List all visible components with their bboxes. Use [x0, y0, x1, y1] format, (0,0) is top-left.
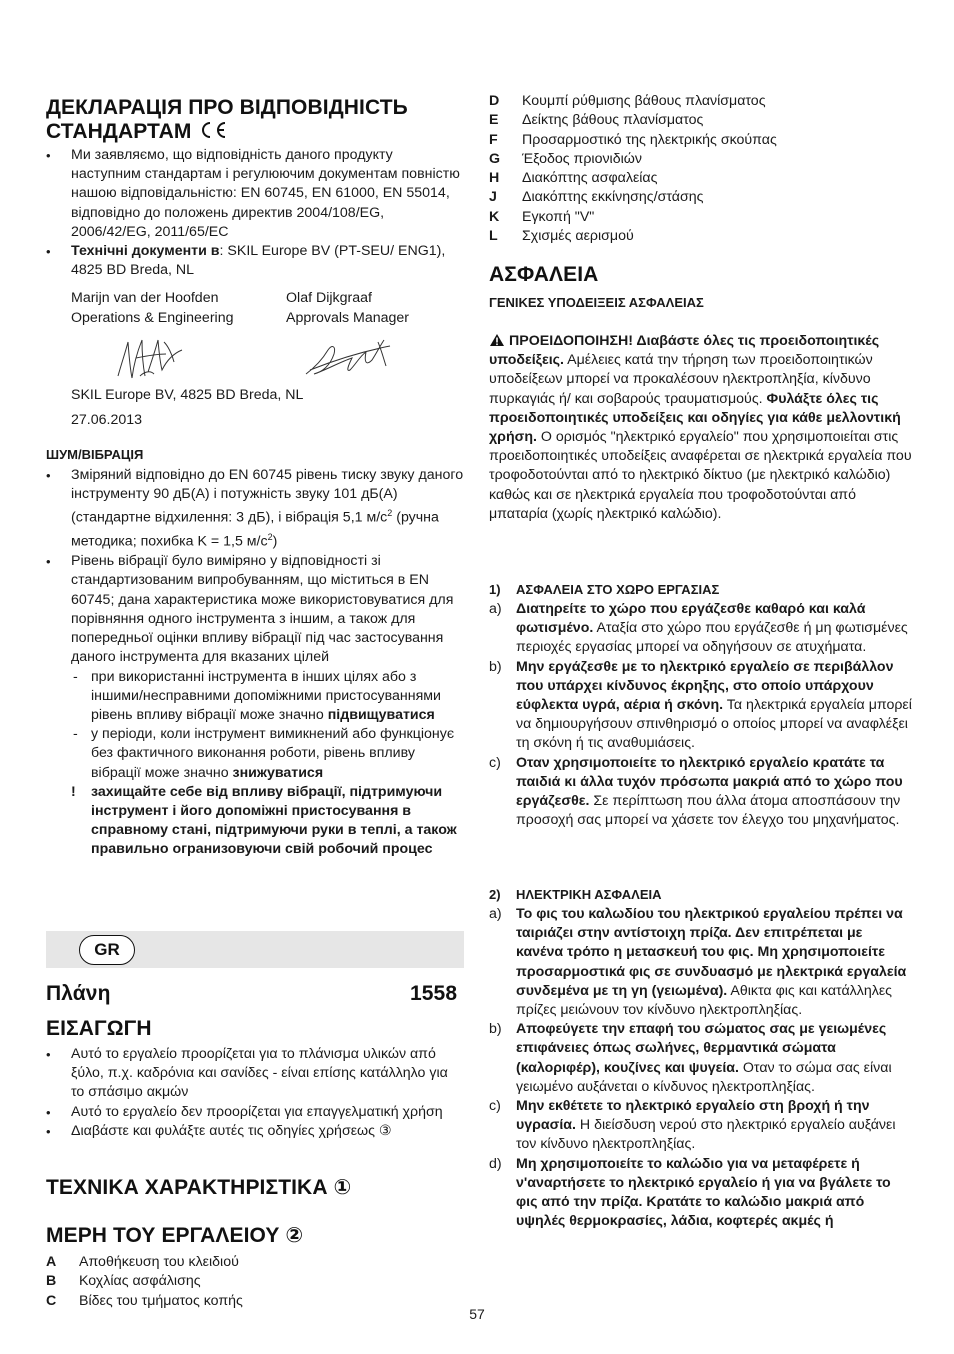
safety-item-explanation: Τα ηλεκτρικά εργαλεία μπορεί να δημιουργήσουν σπινθηρισμό ο οποίος μπορεί να αναφλέξει τη σκόνη ή τις αναθυμιάσεις. — [516, 697, 912, 752]
safety-item-letter: a) — [489, 601, 502, 617]
part-label: Έξοδος πριονιδιών — [522, 150, 642, 167]
ce-mark-icon — [199, 120, 229, 140]
safety-item — [489, 1020, 913, 1097]
list-item: • Διαβάστε και φυλάξτε αυτές τις οδηγίες χρήσεως ③ — [46, 1122, 464, 1141]
part-label: Βίδες του τμήματος κοπής — [79, 1292, 243, 1309]
electrical-safety-list — [489, 905, 913, 1231]
part-key: D — [489, 93, 500, 109]
list-item: • Рівень вібрації було виміряно у відповідності зі стандартизованим випробуванням, що міститься в EN 60745; дана характеристика може використовуватися для порівняння одного інструмента з іншим, а також для попередньої оцінки впливу вібрації під час застосування даного інструмента для вказаних цілей - при використанні інструмента в інших цілях або з іншими/несправними допоміжними пристосуваннями рівень впливу вібрації може значно підвищуватися - у періоди, коли інструмент вимикнений або функціонує без фактичного виконання роботи, рівень впливу вібрації може значно знижуватися ! захищайте себе від впливу вібрації, підтримуючи інструмент і його допоміжні пристосування в справному стані, підтримуючи руки в теплі, а також правильно огранизовуючи свій робочий процес — [46, 552, 464, 859]
parts-title: ΜΕΡΗ ΤΟΥ ΕΡΓΑΛΕΙΟΥ ② — [46, 1224, 304, 1247]
part-item — [46, 1253, 464, 1272]
part-key: B — [46, 1273, 57, 1290]
product-number: 1558 — [410, 982, 458, 1005]
warning-paragraph: ΠΡΟΕΙΔΟΠΟΙΗΣΗ! Διαβάστε όλες τις προειδοποιητικές υποδείξεις. Αμέλειες κατά την τήρηση των προειδοποιητικών υποδείξεων μπορεί να προκαλέσουν ηλεκτροπληξία, κίνδυνο πυρκαγιάς ή/ και σοβαρούς τραυματισμούς. Φυλάξτε όλες τις προειδοποιητικές υποδείξεις και οδηγίες για κάθε μελλοντική χρήση. Ο ορισμός "ηλεκτρικό εργαλείο" που χρησιμοποιείται στις προειδοποιητικές υποδείξεις αναφέρεται σε ηλεκτρικά εργαλεία που τροφοδοτούνται από το ηλεκτρικό δίκτυο (με ηλεκτρικό καλώδιο) καθώς και σε ηλεκτρικά εργαλεία που τροφοδοτούνται από μπαταρία (χωρίς ηλεκτρικό καλώδιο). — [489, 333, 912, 522]
safety-item — [489, 905, 913, 1020]
part-label: Σχισμές αερισμού — [522, 228, 634, 245]
part-key: A — [46, 1254, 57, 1270]
signature-1-image — [112, 332, 192, 384]
vibration-sublist — [71, 668, 464, 783]
list-item: • Αυτό το εργαλείο προορίζεται για το πλάνισμα υλικών από ξύλο, π.χ. καδρόνια και σανίδες - είναι επίσης κατάλληλο για το σπάσιμο ακμών — [46, 1045, 464, 1103]
part-key: F — [489, 131, 498, 148]
safety-item-rule: Μην εργάζεσθε με το ηλεκτρικό εργαλείο σε περιβάλλον που υπάρχει κίνδυνος έκρηξης, στο οποίο υπάρχουν εύφλεκτα υγρά, αέρια ή σκόνη. — [516, 658, 894, 714]
safety-item-explanation: Οταν το σώμα σας είναι γειωμένο αυξάνεται ο κίνδυνος ηλεκτροπληξίας. — [516, 1059, 892, 1095]
signatory-2-role: Approvals Manager — [286, 310, 410, 326]
safety-item — [489, 1097, 913, 1155]
declaration-date: 27.06.2013 — [71, 412, 143, 428]
language-badge: GR — [79, 935, 135, 965]
warning-triangle-icon — [489, 333, 505, 347]
safety-title: ΑΣΦΑΛΕΙΑ — [489, 263, 599, 286]
safety-item-rule: Οταν χρησιμοποιείτε το ηλεκτρικό εργαλείο κρατάτε τα παιδιά κι άλλα τυχόν πρόσωπα μακριά από το χώρο που εργάζεσθε. — [516, 754, 903, 810]
safety-item-letter: c) — [489, 754, 501, 771]
part-label: Διακόπτης ασφαλείας — [522, 170, 658, 187]
section-1-heading: 1) ΑΣΦΑΛΕΙΑ ΣΤΟ ΧΩΡΟ ΕΡΓΑΣΙΑΣ — [489, 582, 720, 597]
list-item: • Технічні документи в: SKIL Europe BV (PT-SEU/ ENG1), 4825 BD Breda, NL — [46, 242, 464, 280]
list-item: - при використанні інструмента в інших цілях або з іншими/несправними допоміжними пристосуваннями рівень впливу вібрації може значно підвищуватися — [71, 668, 464, 726]
noise-list — [46, 466, 464, 860]
safety-item-rule: Αποφεύγετε την επαφή του σώματος σας με γειωμένες επιφάνειες όπως σωλήνες, θερμαντικά σώματα (καλοριφέρ), κουζίνες και ψυγεία. — [516, 1021, 887, 1076]
safety-item-rule: Μην εκθέτετε το ηλεκτρικό εργαλείο στη βροχή ή την υγρασία. — [516, 1098, 870, 1134]
part-item — [489, 188, 913, 207]
safety-item — [489, 754, 913, 831]
declaration-title-line1: ДЕКЛАРАЦІЯ ПРО ВІДПОВІДНІСТЬ — [46, 96, 408, 119]
list-item: • Зміряний відповідно до EN 60745 рівень тиску звуку даного інструменту 90 дБ(A) і потужність звуку 101 дБ(A) (стандартне відхилення: 3 дБ), і вібрація 5,1 $м/с^2$ (ручна методика; похибка K = 1,5 $м/с^2$) — [46, 466, 464, 552]
work-area-safety-list — [489, 600, 913, 830]
parts-list-right — [489, 92, 913, 246]
part-item — [489, 169, 913, 188]
parts-list-left — [46, 1253, 464, 1311]
part-key: L — [489, 228, 498, 245]
safety-item-explanation: Αθικτα φις και κατάλληλες πρίζες μειώνουν τον κίνδυνο ηλεκτροπληξίας. — [516, 982, 892, 1019]
safety-item-rule: Το φις του καλωδίου του ηλεκτρικού εργαλείου πρέπει να ταιριάζει στην αντίστοιχη πρίζα. Δεν επιτρέπεται με κανένα τρόπο η μετασκευή του φις. Μη χρησιμοποιείτε προσαρμοστικά φις σε συνδυασμό με ηλεκτρικά εργαλεία συνδεμένα με τη γη (γειωμένα). — [516, 906, 907, 999]
part-key: H — [489, 170, 500, 187]
part-label: Κοχλίας ασφάλισης — [79, 1273, 201, 1290]
company-address: SKIL Europe BV, 4825 BD Breda, NL — [71, 387, 304, 403]
list-item: • Αυτό το εργαλείο δεν προορίζεται για επαγγελματική χρήση — [46, 1103, 464, 1122]
safety-item-letter: b) — [489, 658, 502, 675]
part-key: G — [489, 150, 501, 167]
safety-item-letter: b) — [489, 1021, 502, 1038]
signatory-2-name: Olaf Dijkgraaf — [286, 290, 372, 306]
intro-list — [46, 1045, 464, 1141]
part-key: C — [46, 1292, 57, 1309]
safety-item-rule: Διατηρείτε το χώρο που εργάζεσθε καθαρό και καλά φωτισμένο. — [516, 601, 866, 637]
safety-item-letter: a) — [489, 906, 502, 922]
part-label: Αποθήκευση του κλειδιού — [79, 1254, 239, 1270]
part-key: K — [489, 208, 500, 225]
safety-item-explanation: Η διείσδυση νερού στο ηλεκτρικό εργαλείο αυξάνει τον κίνδυνο ηλεκτροπληξίας. — [516, 1117, 896, 1153]
safety-item-letter: d) — [489, 1155, 502, 1172]
part-item — [489, 227, 913, 246]
part-label: Εγκοπή "V" — [522, 208, 595, 225]
safety-item — [489, 600, 913, 658]
declaration-title-line2: СТАНДАРТАМ — [46, 120, 192, 143]
part-label: Δείκτης βάθους πλανίσματος — [522, 112, 704, 129]
list-item: • Ми заявляємо, що відповідність даного продукту наступним стандартам і регулюючим документам повністю нашою відповідальністю: EN 60745, EN 61000, EN 55014, відповідно до положень директив 2004/108/EG, 2006/42/EG, 2011/65/EC — [46, 146, 464, 242]
part-item — [489, 208, 913, 227]
signatory-1-role: Operations & Engineering — [71, 310, 234, 326]
general-safety-heading: ΓΕΝΙΚΕΣ ΥΠΟΔΕΙΞΕΙΣ ΑΣΦΑΛΕΙΑΣ — [489, 295, 704, 310]
signatory-1-name: Marijn van der Hoofden — [71, 290, 219, 306]
part-label: Κουμπί ρύθμισης βάθους πλανίσματος — [522, 93, 766, 109]
part-item — [489, 111, 913, 130]
product-name: Πλάνη — [46, 982, 111, 1005]
page-number: 57 — [469, 1306, 485, 1322]
part-item — [489, 92, 913, 111]
list-item: - у періоди, коли інструмент вимикнений або функціонує без фактичного виконання роботи, рівень впливу вібрації може значно знижуватися — [71, 725, 464, 783]
safety-item — [489, 1155, 913, 1232]
signatory-1 — [71, 288, 233, 328]
part-label: Προσαρμοστικό της ηλεκτρικής σκούπας — [522, 131, 777, 148]
safety-item-letter: c) — [489, 1098, 501, 1115]
safety-item-rule: Μη χρησιμοποιείτε το καλώδιο για να μεταφέρετε ή ν'αναρτήσετε το ηλεκτρικό εργαλείο ή για να βγάλετε το φις από την πρίζα. Κρατάτε το καλώδιο μακριά από υψηλές θερμοκρασίες, λάδια, κοφτερές ακμές ή — [516, 1155, 891, 1230]
vibration-warning: ! захищайте себе від впливу вібрації, підтримуючи інструмент і його допоміжні пристосування в справному стані, підтримуючи руки в теплі, а також правильно огранизовуючи свій робочий процес — [71, 783, 457, 858]
declaration-title — [46, 96, 408, 144]
part-key: J — [489, 189, 497, 206]
part-label: Διακόπτης εκκίνησης/στάσης — [522, 189, 704, 206]
part-item — [489, 150, 913, 169]
section-2-heading: 2) ΗΛΕΚΤΡΙΚΗ ΑΣΦΑΛΕΙΑ — [489, 887, 662, 902]
part-item — [489, 131, 913, 150]
tech-specs-title: ΤΕΧΝΙΚΑ ΧΑΡΑΚΤΗΡΙΣΤΙΚΑ ① — [46, 1176, 352, 1199]
intro-title: ΕΙΣΑΓΩΓΗ — [46, 1017, 152, 1040]
declaration-list — [46, 146, 464, 280]
signatory-2 — [286, 288, 409, 328]
part-item — [46, 1272, 464, 1291]
part-key: E — [489, 112, 499, 129]
signature-2-image — [300, 332, 395, 382]
safety-item-explanation: Σε περίπτωση που άλλα άτομα αποσπάσουν την προσοχή σας μπορεί να χάσετε τον έλεγχο του μηχανήματος. — [516, 793, 901, 829]
safety-item-explanation: Αταξία στο χώρο που εργάζεσθε ή μη φωτισμένες περιοχές εργασίας μπορεί να οδηγήσουν σε ατυχήματα. — [516, 620, 908, 656]
noise-vibration-heading: ШУМ/ВІБРАЦІЯ — [46, 447, 144, 462]
safety-item — [489, 658, 913, 754]
language-band — [46, 931, 464, 968]
